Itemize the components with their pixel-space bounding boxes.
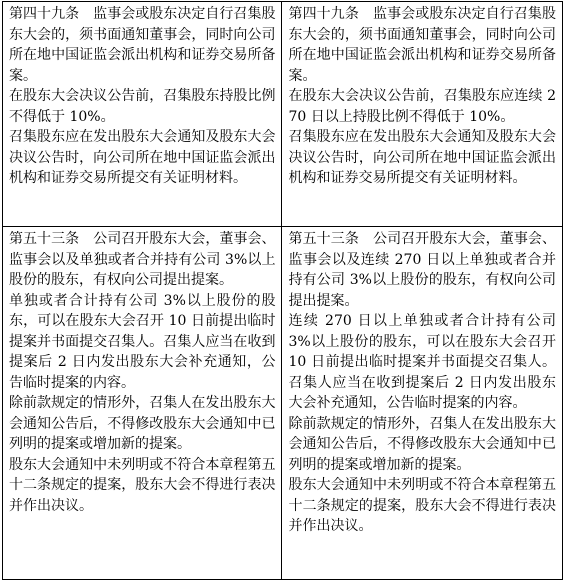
paragraph: 第四十九条 监事会或股东决定自行召集股东大会的，须书面通知董事会，同时向公司所在地中国证监会派出机构和证券交易所备案。 bbox=[288, 6, 556, 84]
revised-text-cell bbox=[282, 2, 563, 227]
paragraph: 除前款规定的情形外，召集人在发出股东大会通知公告后，不得修改股东大会通知中已列明的提案或增加新的提案。 bbox=[288, 415, 556, 473]
paragraph: 召集股东应在发出股东大会通知及股东大会决议公告时，向公司所在地中国证监会派出机构和证券交易所提交有关证明材料。 bbox=[9, 129, 276, 186]
revised-text-cell bbox=[282, 227, 563, 580]
original-text-cell bbox=[3, 227, 282, 580]
paragraph: 连续 270 日以上单独或者合计持有公司 3%以上股份的股东，可以在股东大会召开 10 日前提出临时提案并书面提交召集人。召集人应当在收到提案后 2 日内发出股东大会补充通知，公告临时提案的内容。 bbox=[288, 313, 556, 411]
paragraph: 第五十三条 公司召开股东大会，董事会、监事会以及连续 270 日以上单独或者合并持有公司 3%以上股份的股东，有权向公司提出提案。 bbox=[288, 231, 556, 309]
paragraph: 召集股东应在发出股东大会通知及股东大会决议公告时，向公司所在地中国证监会派出机构和证券交易所提交有关证明材料。 bbox=[288, 129, 556, 186]
comparison-table bbox=[2, 1, 563, 580]
paragraph: 第四十九条 监事会或股东决定自行召集股东大会的，须书面通知董事会，同时向公司所在地中国证监会派出机构和证券交易所备案。 bbox=[9, 6, 276, 84]
paragraph: 在股东大会决议公告前，召集股东应连续 270 日以上持股比例不得低于 10%。 bbox=[288, 88, 556, 125]
paragraph: 除前款规定的情形外，召集人在发出股东大会通知公告后，不得修改股东大会通知中已列明的提案或增加新的提案。 bbox=[9, 395, 276, 452]
table-row-article-53 bbox=[3, 227, 563, 580]
paragraph: 股东大会通知中未列明或不符合本章程第五十二条规定的提案，股东大会不得进行表决并作出决议。 bbox=[9, 456, 276, 514]
paragraph: 单独或者合计持有公司 3%以上股份的股东，可以在股东大会召开 10 日前提出临时提案并书面提交召集人。召集人应当在收到提案后 2 日内发出股东大会补充通知，公告临时提案的内容。 bbox=[9, 292, 276, 391]
table-row-article-49 bbox=[3, 2, 563, 227]
paragraph: 第五十三条 公司召开股东大会，董事会、监事会以及单独或者合并持有公司 3%以上股份的股东，有权向公司提出提案。 bbox=[9, 231, 276, 288]
original-text-cell bbox=[3, 2, 282, 227]
paragraph: 在股东大会决议公告前，召集股东持股比例不得低于 10%。 bbox=[9, 88, 276, 125]
paragraph: 股东大会通知中未列明或不符合本章程第五十二条规定的提案，股东大会不得进行表决并作出决议。 bbox=[288, 477, 556, 534]
